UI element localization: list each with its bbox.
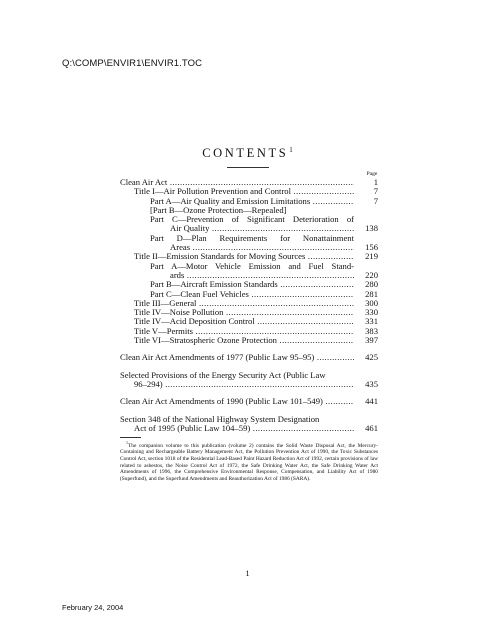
toc-entry-page: 156 xyxy=(365,242,378,253)
toc-entry[interactable] xyxy=(120,308,378,317)
footnote-rule xyxy=(120,437,141,438)
toc-entry-title: Title IV—Noise Pollution ..... xyxy=(134,308,354,317)
page-column-label: Page xyxy=(366,171,378,177)
toc-entry-page: 1 xyxy=(373,177,378,187)
footnote-text: The companion volume to this publication (volume 2) contains the Solid Waste Disposal Act, the Mercury-Containing and Rechargeable Battery Management Act, the Pollution Prevention Act of 1990, the Toxic Substances Control Act, section 1018 of the Residential Lead-Based Paint Hazard Reduction Act of 1992, certain provisions of law related to asbestos, the Noise Control Act of 1972, the Safe Drinking Water Act, the Safe Drinking Water Act Amendments of 1996, the Comprehensive Environmental Response, Compensation, and Liability Act of 1980 (Superfund), and the Superfund Amendments and Reauthorization Act of 1986 (SARA). xyxy=(120,442,378,482)
toc-entry-page: 219 xyxy=(365,251,378,262)
toc-entry-title-line2: Act of 1995 (Public Law 104–59) ..... xyxy=(134,424,354,433)
toc-entry[interactable] xyxy=(120,397,378,406)
toc-entry-page: 383 xyxy=(365,325,378,336)
toc-entry[interactable] xyxy=(120,415,378,434)
table-of-contents xyxy=(120,178,378,433)
toc-entry-title: Title III—General ..... xyxy=(134,299,354,308)
toc-entry[interactable] xyxy=(120,317,378,326)
toc-entry-title: Title VI—Stratospheric Ozone Protection ..... xyxy=(134,336,354,345)
toc-entry-page: 461 xyxy=(365,422,378,433)
toc-entry[interactable] xyxy=(120,290,378,299)
toc-entry[interactable] xyxy=(120,327,378,336)
footnote-mark: 1 xyxy=(126,440,128,445)
toc-entry-page: 7 xyxy=(373,195,378,206)
toc-entry-page: 330 xyxy=(365,307,378,318)
toc-entry[interactable] xyxy=(120,215,378,234)
title-text: CONTENTS xyxy=(202,146,289,161)
page-title xyxy=(0,146,495,161)
toc-entry-page: 138 xyxy=(365,223,378,234)
print-date: February 24, 2004 xyxy=(62,603,124,612)
toc-entry-title: Clean Air Act Amendments of 1977 (Public Law 95–95) ..... xyxy=(120,353,354,362)
toc-entry-title-line2: Air Quality ..... xyxy=(170,224,354,233)
toc-entry[interactable] xyxy=(120,353,378,362)
toc-entry-page: 397 xyxy=(365,335,378,346)
toc-entry-title: Title V—Permits ..... xyxy=(134,327,354,336)
toc-entry-page: 220 xyxy=(365,269,378,280)
toc-entry-title-line2: ards ..... xyxy=(170,271,354,280)
toc-entry-page: 435 xyxy=(365,378,378,389)
title-rule xyxy=(227,167,269,168)
toc-entry-page: 280 xyxy=(365,279,378,290)
toc-entry[interactable] xyxy=(120,299,378,308)
toc-entry-title: Clean Air Act Amendments of 1990 (Public Law 101–549) ..... xyxy=(120,397,354,406)
toc-entry-page: 300 xyxy=(365,297,378,308)
toc-entry-title: Title IV—Acid Deposition Control ..... xyxy=(134,317,354,326)
toc-entry-title-line2: Areas ..... xyxy=(170,243,354,252)
file-path: Q:\COMP\ENVIR1\ENVIR1.TOC xyxy=(62,58,203,69)
toc-entry-title-line2: 96–294) ..... xyxy=(134,380,354,389)
title-footnote-mark: 1 xyxy=(289,146,293,154)
toc-entry-page: 425 xyxy=(365,352,378,363)
toc-entry-title-line1: Part C—Prevention of Significant Deterioration of xyxy=(150,214,354,225)
toc-entry-page: 281 xyxy=(365,288,378,299)
toc-entry-title: Part C—Clean Fuel Vehicles ..... xyxy=(150,290,354,299)
toc-entry[interactable] xyxy=(120,197,378,206)
toc-entry[interactable] xyxy=(120,262,378,281)
toc-entry-title: Part A—Air Quality and Emission Limitations ..... xyxy=(150,197,354,206)
toc-entry-title-line1: Selected Provisions of the Energy Security Act (Public Law xyxy=(120,369,326,380)
toc-entry-page: 7 xyxy=(373,186,378,197)
toc-entry-title: Clean Air Act ..... xyxy=(120,178,354,187)
toc-entry-title: [Part B—Ozone Protection—Repealed] xyxy=(150,205,287,215)
toc-entry[interactable] xyxy=(120,187,378,196)
toc-entry-title: Title I—Air Pollution Prevention and Control ..... xyxy=(134,187,354,196)
toc-entry-title-line1: Part A—Motor Vehicle Emission and Fuel Stand- xyxy=(150,260,354,271)
toc-entry-page: 331 xyxy=(365,316,378,327)
page-number: 1 xyxy=(245,568,250,578)
toc-entry[interactable] xyxy=(120,178,378,187)
toc-entry-title-line1: Section 348 of the National Highway System Designation xyxy=(120,413,320,424)
toc-entry-page: 441 xyxy=(365,396,378,407)
toc-entry-title-line1: Part D—Plan Requirements for Nonattainment xyxy=(150,232,354,243)
toc-entry-title: Title II—Emission Standards for Moving Sources ..... xyxy=(134,252,354,261)
toc-entry[interactable] xyxy=(120,234,378,253)
toc-entry-title: Part B—Aircraft Emission Standards ..... xyxy=(150,280,354,289)
toc-entry[interactable] xyxy=(120,336,378,345)
footnote xyxy=(120,440,378,482)
toc-entry[interactable] xyxy=(120,280,378,289)
toc-entry[interactable] xyxy=(120,371,378,390)
